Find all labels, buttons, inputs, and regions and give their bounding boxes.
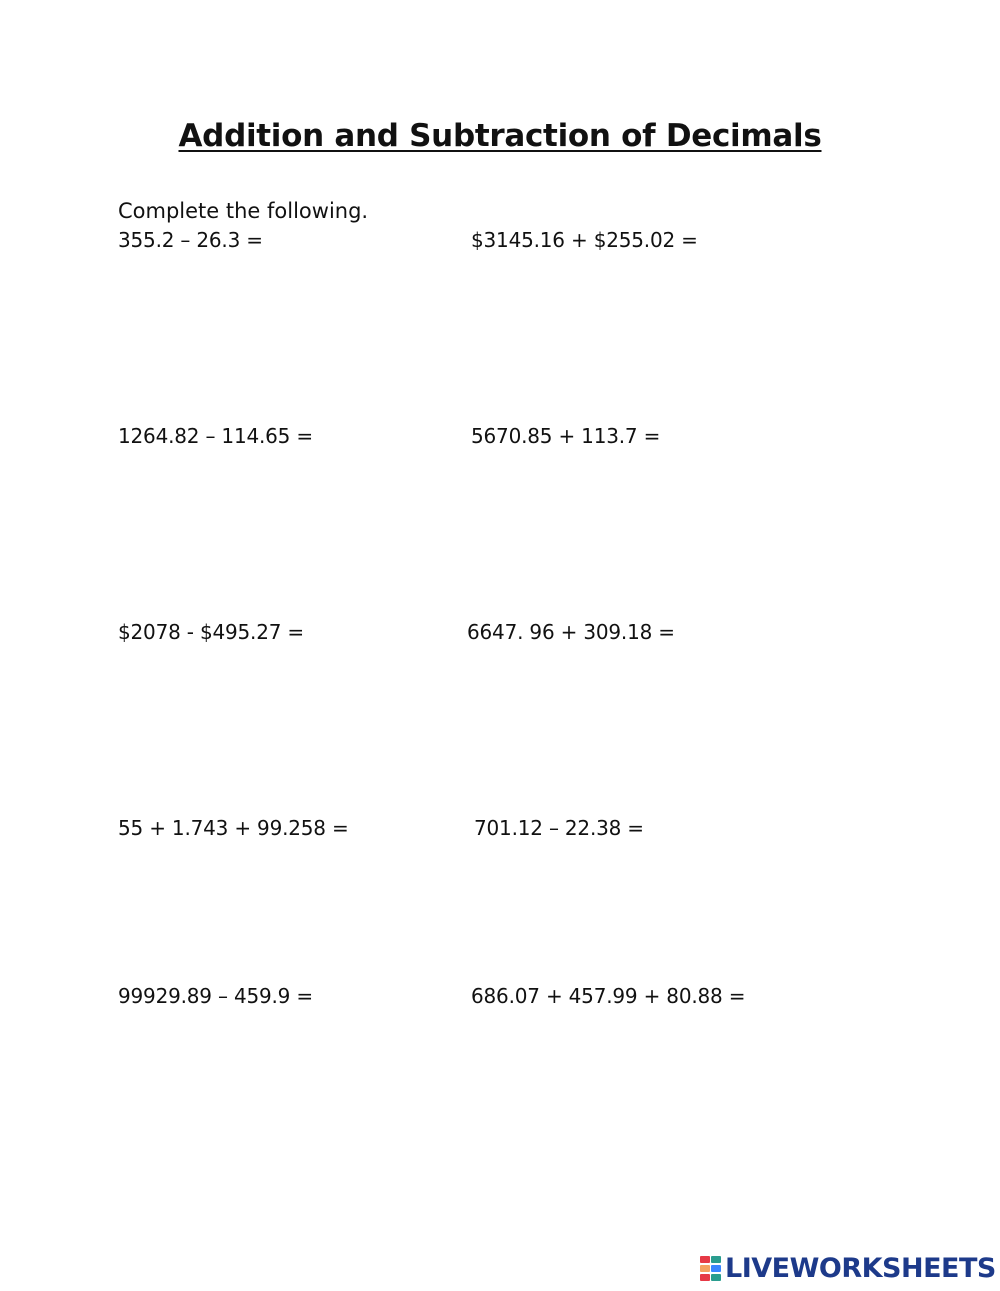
problem-1-right: $3145.16 + $255.02 = [471, 228, 698, 252]
liveworksheets-logo [700, 1253, 996, 1283]
instruction-text: Complete the following. [118, 199, 369, 223]
problem-5-right: 686.07 + 457.99 + 80.88 = [471, 984, 746, 1008]
logo-text: LIVEWORKSHEETS [725, 1252, 996, 1284]
problem-2-left: 1264.82 – 114.65 = [118, 424, 313, 448]
problem-3-left: $2078 - $495.27 = [118, 620, 304, 644]
problem-2-right: 5670.85 + 113.7 = [471, 424, 661, 448]
problem-3-right: 6647. 96 + 309.18 = [467, 620, 675, 644]
problem-5-left: 99929.89 – 459.9 = [118, 984, 313, 1008]
problem-4-left: 55 + 1.743 + 99.258 = [118, 816, 349, 840]
problem-4-right: 701.12 – 22.38 = [474, 816, 644, 840]
problem-1-left: 355.2 – 26.3 = [118, 228, 263, 252]
worksheet-title: Addition and Subtraction of Decimals [178, 118, 822, 154]
colored-blocks-icon [700, 1255, 722, 1281]
